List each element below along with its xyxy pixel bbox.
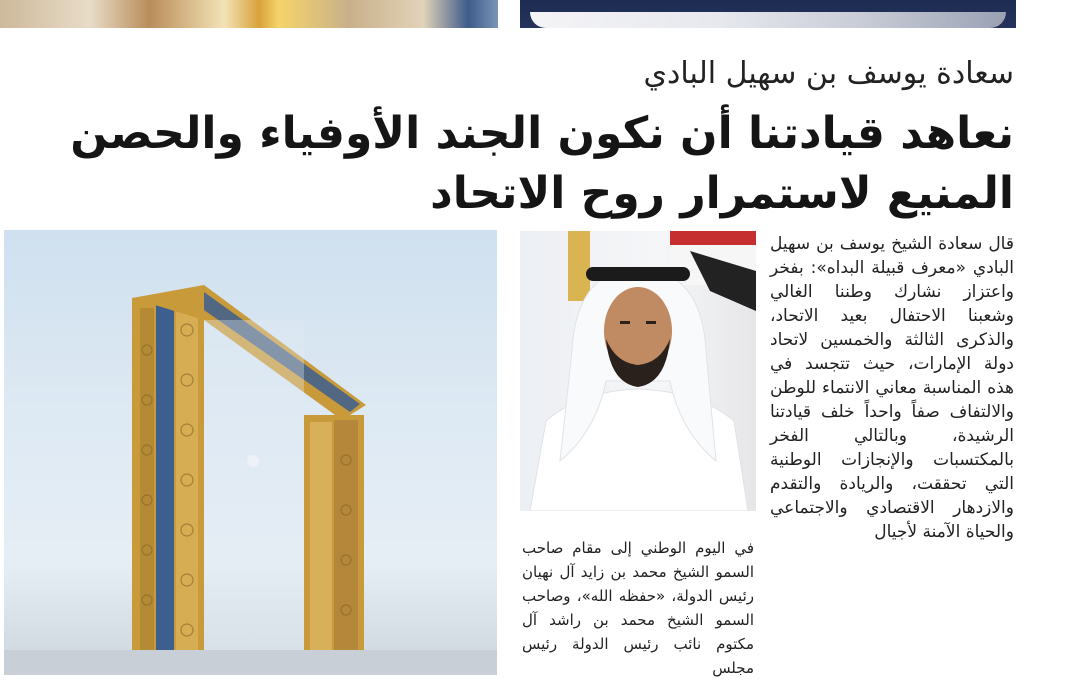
dubai-frame-photo [4, 230, 497, 675]
article-byline: سعادة يوسف بن سهيل البادي [643, 56, 1014, 91]
portrait-photo [520, 231, 756, 511]
article-headline: نعاهد قيادتنا أن نكون الجند الأوفياء والحصن المنيع لاستمرار روح الاتحاد [70, 108, 1014, 219]
top-left-photo [0, 0, 498, 28]
article-body-paragraph: في اليوم الوطني إلى مقام صاحب السمو الشيخ محمد بن زايد آل نهيان رئيس الدولة، «حفظه الله»، وصاحب السمو الشيخ محمد بن راشد آل مكتوم نائب رئيس الدولة رئيس مجلس [522, 539, 754, 677]
article-body-paragraph: قال سعادة الشيخ يوسف بن سهيل البادي «معرف قبيلة البداه»: بفخر واعتزاز نشارك وطننا الغالي وشعبنا الاحتفال بعيد الاتحاد، والذكرى الثالثة والخمسين لاتحاد دولة الإمارات، حيث تتجسد في هذه المناسبة معاني الانتماء للوطن والالتفاف صفاً واحداً خلف قيادتنا الرشيدة، وبالتالي الفخر بالمكتسبات والإنجازات الوطنية التي تحققت، والريادة والتقدم والازدهار الاقتصادي والاجتماعي والحياة الآمنة لأجيال [770, 234, 1014, 542]
top-right-photo [520, 0, 1016, 28]
article-body-column-middle [522, 536, 754, 680]
article-body-column-right [770, 232, 1014, 544]
